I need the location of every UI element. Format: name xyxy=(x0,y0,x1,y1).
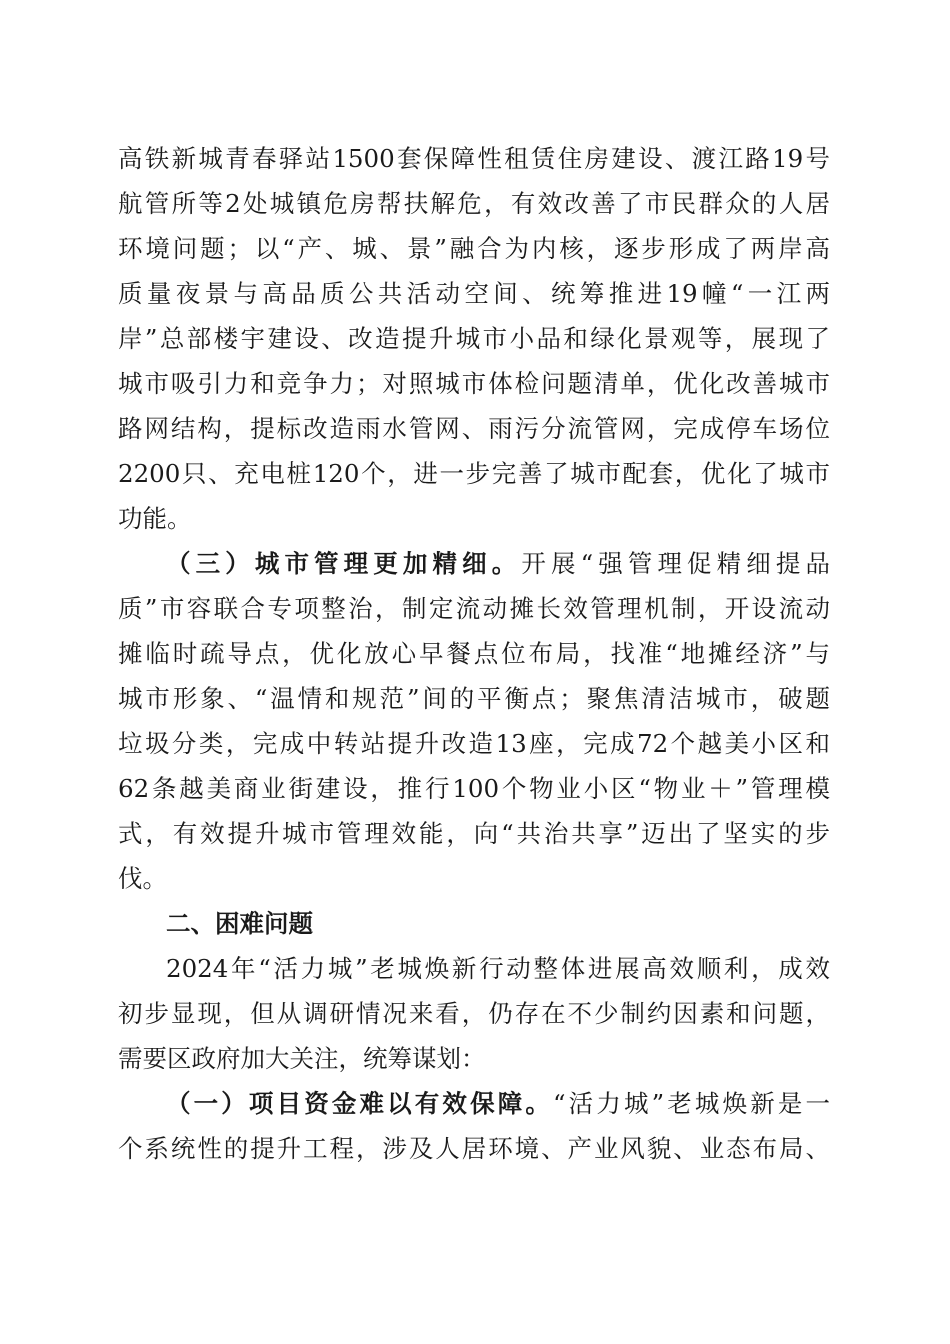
paragraph-line: 2200只、充电桩120个，进一步完善了城市配套，优化了城市 xyxy=(118,459,830,488)
paragraph-line: 功能。 xyxy=(118,504,192,533)
paragraph-line: 质”市容联合专项整治，制定流动摊长效管理机制，开设流动 xyxy=(118,594,830,623)
paragraph-line: 式，有效提升城市管理效能，向“共治共享”迈出了坚实的步 xyxy=(118,819,830,848)
paragraph-line: 伐。 xyxy=(118,864,167,893)
paragraph-line: 环境问题；以“产、城、景”融合为内核，逐步形成了两岸高 xyxy=(118,234,830,263)
paragraph-line: 城市形象、“温情和规范”间的平衡点；聚焦清洁城市，破题 xyxy=(118,684,830,713)
subsection-1-first-line xyxy=(166,1084,830,1124)
paragraph-line: 岸”总部楼宇建设、改造提升城市小品和绿化景观等，展现了 xyxy=(118,324,830,353)
paragraph-line: 初步显现，但从调研情况来看，仍存在不少制约因素和问题， xyxy=(118,999,830,1028)
paragraph-line: 路网结构，提标改造雨水管网、雨污分流管网，完成停车场位 xyxy=(118,414,830,443)
section-3-heading: （三）城市管理更加精细。 xyxy=(166,549,522,578)
subsection-1-text: “活力城”老城焕新是一 xyxy=(553,1089,830,1118)
paragraph-line: 质量夜景与高品质公共活动空间、统筹推进19幢“一江两 xyxy=(118,279,830,308)
paragraph-line: 航管所等2处城镇危房帮扶解危，有效改善了市民群众的人居 xyxy=(118,189,830,218)
subsection-1-heading: （一）项目资金难以有效保障。 xyxy=(166,1089,554,1118)
section-3-first-line xyxy=(166,544,830,584)
paragraph-line: 城市吸引力和竞争力；对照城市体检问题清单，优化改善城市 xyxy=(118,369,830,398)
paragraph-line: 摊临时疏导点，优化放心早餐点位布局，找准“地摊经济”与 xyxy=(118,639,830,668)
paragraph-line: 高铁新城青春驿站1500套保障性租赁住房建设、渡江路19号 xyxy=(118,144,830,173)
paragraph-line: 2024年“活力城”老城焕新行动整体进展高效顺利，成效 xyxy=(166,954,830,983)
paragraph-line: 需要区政府加大关注，统筹谋划： xyxy=(118,1044,486,1073)
part-2-heading: 二、困难问题 xyxy=(166,909,313,938)
paragraph-line: 62条越美商业街建设，推行100个物业小区“物业＋”管理模 xyxy=(118,774,830,803)
paragraph-line: 垃圾分类，完成中转站提升改造13座，完成72个越美小区和 xyxy=(118,729,830,758)
section-3-text: 开展“强管理促精细提品 xyxy=(521,549,831,578)
paragraph-line: 个系统性的提升工程，涉及人居环境、产业风貌、业态布局、 xyxy=(118,1134,830,1163)
